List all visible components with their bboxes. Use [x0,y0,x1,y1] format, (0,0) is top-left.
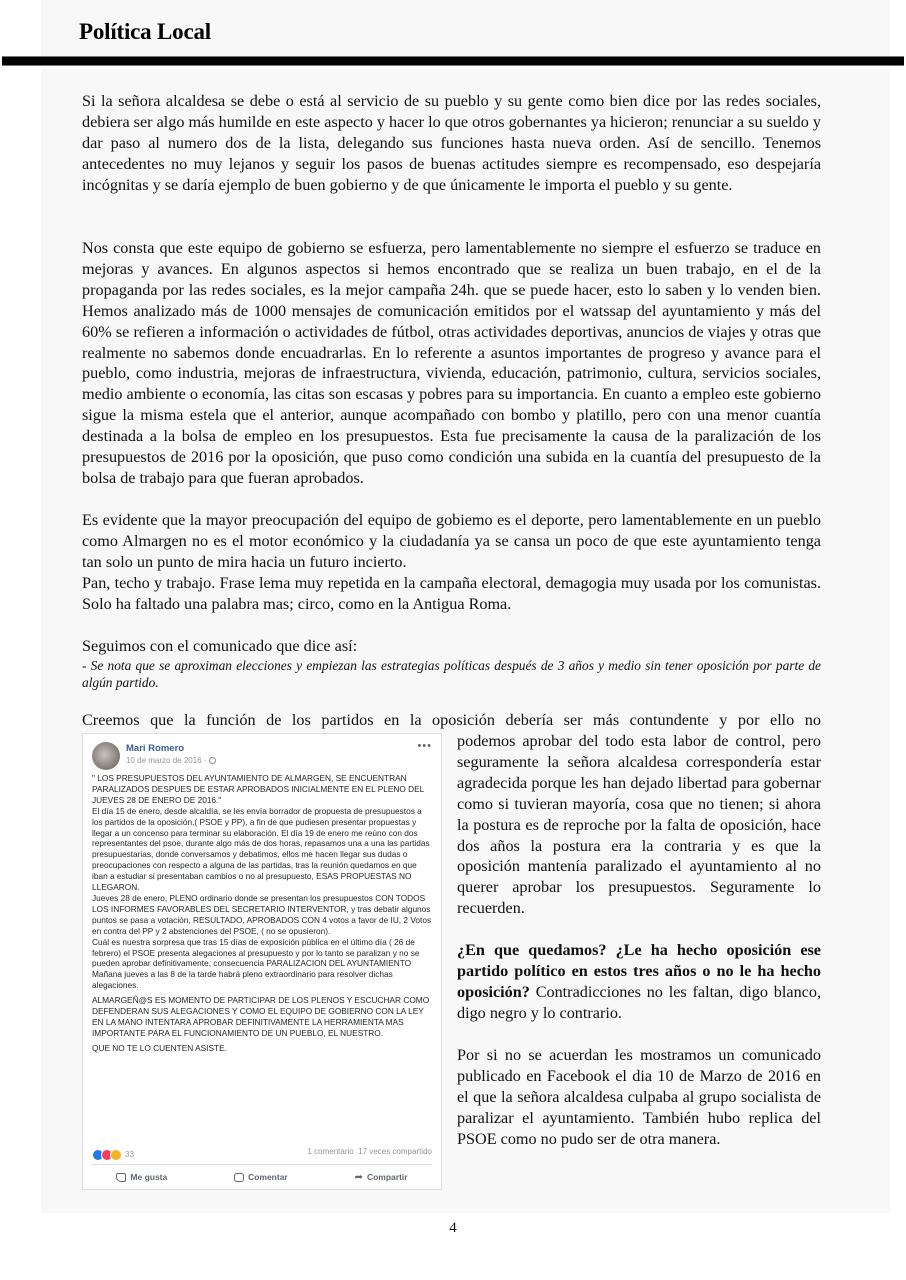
post-stats [307,1147,432,1156]
like-label: Me gusta [130,1172,168,1182]
comment-bubble-icon [234,1173,244,1182]
post-actions [83,1168,441,1186]
share-arrow-icon: ➦ [354,1171,363,1183]
comment-label: Comentar [248,1172,288,1182]
globe-icon [209,757,216,764]
paragraph-5: Seguimos con el comunicado que dice así: [82,637,358,655]
share-button [355,1168,408,1186]
post-paragraph: Jueves 28 de enero, PLENO ordinario donde se presentan los presupuestos CON TODOS LOS INFORMES FAVORABLES DEL SECRETARIO INTERVENTOR, y tras debatir algunos puntos se pasa a votación, RESULTADO, APROBADOS CON 4 votos a favor de IU, 2 Votos en contra del PP y 2 abstenciones del PSOE, ( no se opusieron). [92,892,432,936]
thumbs-up-icon [116,1173,126,1182]
paragraph-rest: Contradicciones no les faltan, digo blanco, digo negro y lo contrario. [457,982,821,1022]
paragraph-1: Si la señora alcaldesa se debe o está al servicio de su pueblo y su gente como bien dice por las redes sociales, debiera ser algo más humilde en este aspecto y hacer lo que otros gobernantes ya hicieron; renunciar a su sueldo y dar paso al numero dos de la lista, delegando sus funciones hasta nueva orden. Así de sencillo. Tenemos antecedentes no muy lejanos y seguir los pasos de buenas actitudes siempre es recompensado, eso despejaría incógnitas y se daría ejemplo de buen gobierno y de que únicamente le importa el pueblo y su gente. [82,92,821,194]
post-paragraph: ALMARGEÑ@S ES MOMENTO DE PARTICIPAR DE LOS PLENOS Y ESCUCHAR COMO DEFENDERAN SUS ALEGACIONES Y COMO EL EQUIPO DE GOBIERNO CON LA LEY EN LA MANO INTENTARA APROBAR DEFINITIVAMENTE LA HERRAMIENTA MAS IMPORTANTE PARA EL FUNCIONAMIENTO DE UN PUEBLO, EL NUESTRO. [92,995,430,1038]
share-label: Compartir [366,1172,408,1182]
post-date-text: 10 de marzo de 2016 · [126,756,207,765]
post-paragraph: QUE NO TE LO CUENTEN ASISTE. [92,1042,227,1053]
post-author: Mari Romero [126,743,185,754]
more-options-icon: ••• [417,740,432,752]
post-paragraph: " LOS PRESUPUESTOS DEL AYUNTAMIENTO DE ALMARGEN, SE ENCUENTRAN PARALIZADOS DESPUES DE ESTAR APROBADOS INICIALMENTE EN EL PLENO DEL JUEVES 28 DE ENERO DE 2016." [92,773,424,805]
comment-button [234,1168,288,1186]
avatar [92,742,120,770]
comments-count: 1 comentario [307,1147,354,1156]
header-rule [2,56,904,66]
like-button [116,1168,167,1186]
paragraph-3: Es evidente que la mayor preocupación del equipo de gobiemo es el deporte, pero lamentablemente en un pueblo como Almargen no es el motor económico y la ciudadanía ya se cansa un poco de que este ayuntamiento tenga tan solo un punto de mira hacia un futuro incierto. [82,511,821,571]
quote: - Se nota que se aproximan elecciones y empiezan las estrategias políticas después de 3 años y medio sin tener oposición por parte de algún partido. [82,658,821,690]
right-column-paragraph-2 [457,940,821,1024]
bold-question: ¿En que quedamos? ¿Le ha hecho oposición ese partido político en estos tres años o no le ha hecho oposición? [457,941,821,1001]
shares-count: 17 veces compartido [358,1147,432,1156]
page-title: Política Local [79,19,211,44]
paragraph-4: Pan, techo y trabajo. Frase lema muy repetida en la campaña electoral, demagogia muy usada por los comunistas. Solo ha faltado una palabra mas; circo, como en la Antigua Roma. [82,574,821,613]
post-paragraph: El día 15 de enero, desde alcaldía, se les envía borrador de propuesta de presupuestos a los partidos de la oposición,( PSOE y PP), a fin de que pudiesen presentar propuestas y llegar a un concenso para terminar su elaboración. El día 19 de enero me reúno con dos representantes del psoe, durante algo más de dos horas, repasamos una a una las partidas presupuestarias, donde conversamos y debatimos, ellos me hacen llegar sus dudas o preocupaciones con respecto a alguna de las partidas, tras la reunión quedamos en que iban a estudiar si presentaban cambios o no al presupuesto, ESAS PROPUESTAS NO LLEGARON. [92,805,430,893]
reactions-count: 33 [125,1150,134,1160]
paragraph-6-first-line: Creemos que la función de los partidos en la oposición debería ser más contundente y por ello no [82,711,821,729]
facebook-post-screenshot [82,733,442,1190]
right-column-paragraph-1: podemos aprobar del todo esta labor de control, pero seguramente la señora alcaldesa correspondería estar agradecida porque les han dejado libertad para gobernar como si tuvieran mayoría, cosa que no tienen; si ahora la postura es de reproche por la falta de oposición, hace dos años la postura era la contraria y es que la oposición mantenía paralizado el ayuntamiento al no querer aprobar los presupuestos. Seguramente lo recuerden. [457,732,821,918]
divider [92,1164,432,1165]
paragraph-2: Nos consta que este equipo de gobierno se esfuerza, pero lamentablemente no siempre el esfuerzo se traduce en mejoras y avances. En algunos aspectos si hemos encontrado que se realiza un buen trabajo, en el de la propaganda por las redes sociales, es la mejor campaña 24h. que se puede hacer, esto lo saben y lo venden bien. Hemos analizado más de 1000 mensajes de comunicación emitidos por el watssap del ayuntamiento y más del 60% se refieren a información o actividades de fútbol, otras actividades deportivas, anuncios de viajes y otras que realmente no sabemos donde encuadrarlas. En lo referente a asuntos importantes de progreso y avance para el pueblo, como industria, mejoras de infraestructura, vivienda, educación, patrimonio, cultura, servicios sociales, medio ambiente o economía, las citas son escasas y pobres para su importancia. En cuanto a empleo este gobierno sigue la misma estela que el anterior, aunque acompañado con bombo y platillo, pero con una menor cuantía destinada a la bolsa de empleo en los presupuestos. Esta fue precisamente la causa de la paralización de los presupuestos de 2016 por la oposición, que puso como condición una subida en la cuantía del presupuesto de la bolsa de trabajo para que fueran aprobados. [82,239,821,487]
post-paragraph: Mañana jueves a las 8 de la tarde habrá pleno extraordinario para resolver dichas alegaciones. [92,969,393,991]
right-column-paragraph-3: Por si no se acuerdan les mostramos un comunicado publicado en Facebook el dia 10 de Marzo de 2016 en el que la señora alcaldesa culpaba al grupo socialista de paralizar el ayuntamiento. También hubo replica del PSOE como no pudo ser de otra manera. [457,1046,821,1148]
post-paragraph: Cuál es nuestra sorpresa que tras 15 días de exposición pública en el último día ( 26 de febrero) el PSOE presenta alegaciones al presupuesto y por lo tanto se paralizan y no se pueden aprobar definitivamente, consecuencia PARALIZACION DEL AYUNTAMIENTO [92,936,420,969]
reactions [92,1146,134,1158]
wow-reaction-icon [110,1149,122,1161]
page-number: 4 [449,1220,457,1236]
post-date [126,756,216,765]
post-body [92,773,434,1054]
